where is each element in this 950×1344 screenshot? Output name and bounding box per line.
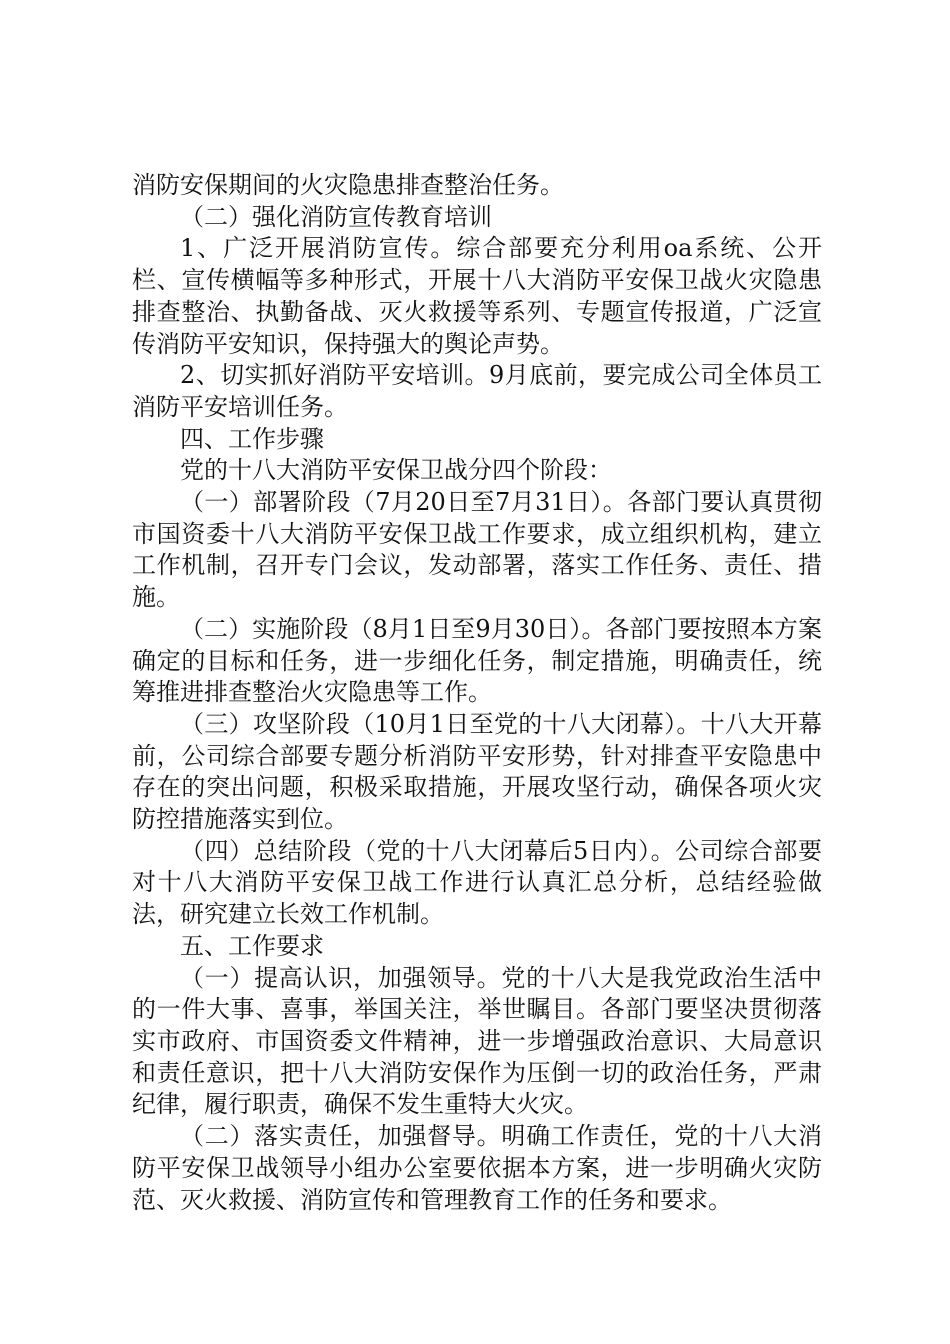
section-heading-requirements: 五、工作要求 <box>180 931 324 960</box>
paragraph-4: 2、切实抓好消防平安培训。9月底前，要完成公司全体员工消防平安培训任务。 <box>132 361 822 421</box>
paragraph-9: （三）攻坚阶段（10月1日至党的十八大闭幕）。十八大开幕前，公司综合部要专题分析消防平安形势，针对排查平安隐患中存在的突出问题，积极采取措施，开展攻坚行动，确保各项火灾防控措施落实到位。 <box>132 709 822 834</box>
paragraph-2: （二）强化消防宣传教育培训 <box>180 202 492 231</box>
paragraph-13: （二）落实责任，加强督导。明确工作责任，党的十八大消防平安保卫战领导小组办公室要依据本方案，进一步明确火灾防范、灭火救援、消防宣传和管理教育工作的任务和要求。 <box>132 1122 822 1214</box>
document-body <box>132 170 822 1216</box>
section-heading-steps: 四、工作步骤 <box>180 424 324 453</box>
paragraph-7: （一）部署阶段（7月20日至7月31日）。各部门要认真贯彻市国资委十八大消防平安保卫战工作要求，成立组织机构，建立工作机制，召开专门会议，发动部署，落实工作任务、责任、措施。 <box>132 488 822 612</box>
paragraph-3: 1、广泛开展消防宣传。综合部要充分利用oa系统、公开栏、宣传横幅等多种形式，开展十八大消防平安保卫战火灾隐患排查整治、执勤备战、灭火救援等系列、专题宣传报道，广泛宣传消防平安知识，保持强大的舆论声势。 <box>132 234 822 358</box>
paragraph-10: （四）总结阶段（党的十八大闭幕后5日内）。公司综合部要对十八大消防平安保卫战工作进行认真汇总分析，总结经验做法，研究建立长效工作机制。 <box>132 836 822 929</box>
paragraph-6: 党的十八大消防平安保卫战分四个阶段： <box>180 456 612 485</box>
paragraph-1: 消防安保期间的火灾隐患排查整治任务。 <box>132 171 564 199</box>
paragraph-12: （一）提高认识，加强领导。党的十八大是我党政治生活中的一件大事、喜事，举国关注，举世瞩目。各部门要坚决贯彻落实市政府、市国资委文件精神，进一步增强政治意识、大局意识和责任意识，把十八大消防安保作为压倒一切的政治任务，严肃纪律，履行职责，确保不发生重特大火灾。 <box>132 963 822 1119</box>
paragraph-8: （二）实施阶段（8月1日至9月30日）。各部门要按照本方案确定的目标和任务，进一步细化任务，制定措施，明确责任，统筹推进排查整治火灾隐患等工作。 <box>132 614 822 707</box>
